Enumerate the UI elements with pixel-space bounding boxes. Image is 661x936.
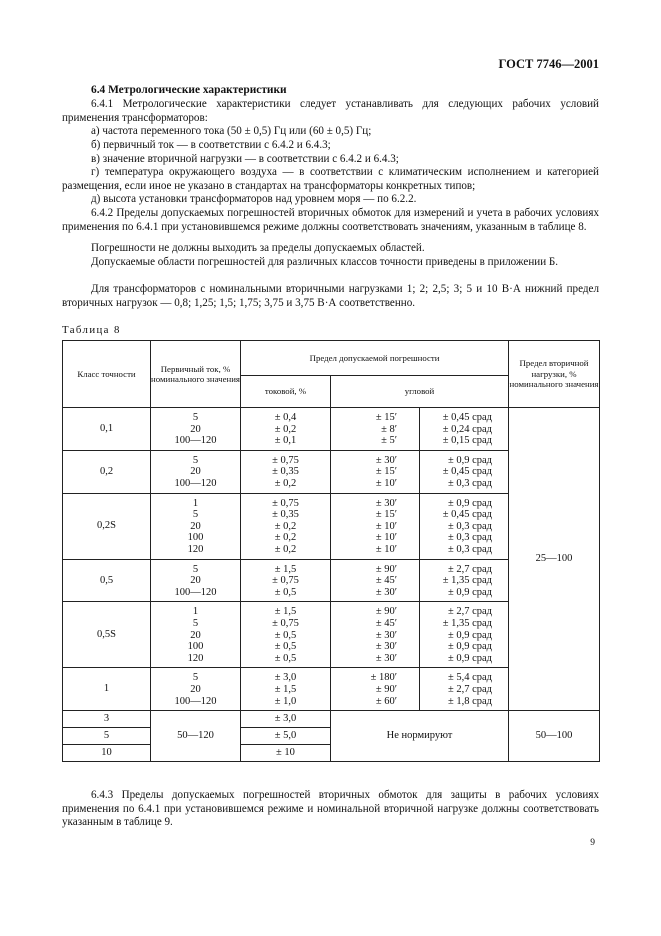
angle-error-crad-value: ± 0,3 срад xyxy=(447,477,493,489)
condition-d: д) высота установки трансформаторов над уровнем моря — по 6.2.2. xyxy=(91,193,417,205)
current-error-value: ± 0,2 xyxy=(274,423,297,435)
angle-error-minutes xyxy=(331,559,420,602)
current-error-value: ± 0,75 xyxy=(272,454,299,466)
current-error-value: ± 1,5 xyxy=(274,606,297,618)
current-error xyxy=(241,493,331,559)
angle-error-crad-value: ± 1,35 срад xyxy=(442,575,493,587)
current-error-value: ± 0,2 xyxy=(274,532,297,544)
angle-error-crad-value: ± 0,3 срад xyxy=(447,520,493,532)
primary-current-value: 100—120 xyxy=(174,586,217,598)
loads-paragraph: Для трансформаторов с номинальными вторичными нагрузками 1; 2; 2,5; 3; 5 и 10 В·А нижний предел вторичных нагрузок — 0,8; 1,25; 1,5; 1,75; 3,75 и 3,75 В·А соответственно. xyxy=(62,283,599,309)
angle-error-crad-value: ± 2,7 срад xyxy=(447,683,493,695)
angle-error-minutes-value: ± 30′ xyxy=(375,629,397,641)
accuracy-class: 0,5S xyxy=(63,602,151,668)
angle-error-crad xyxy=(420,408,509,451)
primary-current-value: 1 xyxy=(192,497,199,509)
primary-current-value: 120 xyxy=(187,652,204,664)
angle-error-minutes-value: ± 60′ xyxy=(375,695,397,707)
angle-error-minutes-value: ± 180′ xyxy=(370,672,397,684)
angle-error-crad-value: ± 1,8 срад xyxy=(447,695,493,707)
current-error-value: ± 0,5 xyxy=(274,629,297,641)
primary-current-value: 120 xyxy=(187,543,204,555)
primary-current-value: 20 xyxy=(190,423,201,435)
current-error-value: ± 0,4 xyxy=(274,412,297,423)
current-error-value: ± 0,2 xyxy=(274,477,297,489)
header-error-limit: Предел допускаемой погрешности xyxy=(241,341,509,376)
primary-current-value: 5 xyxy=(192,563,199,575)
angle-error-minutes-value: ± 45′ xyxy=(375,575,397,587)
accuracy-class: 10 xyxy=(63,745,151,762)
angle-error-minutes-value: ± 30′ xyxy=(375,586,397,598)
secondary-load-range: 25—100 xyxy=(509,408,600,711)
current-error-value: ± 0,2 xyxy=(274,543,297,555)
primary-current-value: 100—120 xyxy=(174,435,217,447)
primary-current-value: 20 xyxy=(190,683,201,695)
current-error xyxy=(241,450,331,493)
angle-error-minutes-value: ± 30′ xyxy=(375,454,397,466)
current-error-value: ± 3,0 xyxy=(274,672,297,684)
angle-error-crad-value: ± 5,4 срад xyxy=(447,672,493,684)
primary-current xyxy=(151,559,241,602)
angle-error-crad-value: ± 0,3 срад xyxy=(447,532,493,544)
current-error xyxy=(241,668,331,711)
current-error-value: ± 0,35 xyxy=(272,509,299,521)
angle-error-minutes-value: ± 90′ xyxy=(375,606,397,618)
angle-error-minutes xyxy=(331,493,420,559)
primary-current-value: 100—120 xyxy=(174,477,217,489)
primary-current-value: 5 xyxy=(192,509,199,521)
angle-error-crad-value: ± 0,3 срад xyxy=(447,543,493,555)
accuracy-class: 5 xyxy=(63,728,151,745)
angle-error-minutes-value: ± 5′ xyxy=(381,435,397,447)
primary-current xyxy=(151,602,241,668)
current-error-value: ± 0,75 xyxy=(272,497,299,509)
primary-current-value: 5 xyxy=(192,454,199,466)
current-error: ± 10 xyxy=(241,745,331,762)
accuracy-class: 1 xyxy=(63,668,151,711)
section-title: 6.4 Метрологические характеристики xyxy=(91,84,287,96)
angle-error-minutes-value: ± 30′ xyxy=(375,497,397,509)
condition-a: а) частота переменного тока (50 ± 0,5) Гц или (60 ± 0,5) Гц; xyxy=(91,125,372,137)
angle-error-crad-value: ± 0,15 срад xyxy=(442,435,493,447)
header-current-error: токовой, % xyxy=(241,376,331,408)
errors-paragraph: Погрешности не должны выходить за пределы допускаемых областей. xyxy=(91,242,425,254)
angle-error-minutes-value: ± 45′ xyxy=(375,618,397,629)
primary-current-value: 20 xyxy=(190,575,201,587)
clause-6-4-3: 6.4.3 Пределы допускаемых погрешностей вторичных обмоток для защиты в рабочих условиях применения по 6.4.1 при установившемся режиме и номинальной вторичной нагрузке должны соответствовать указанным в таблице 9. xyxy=(62,789,599,828)
angle-error-crad-value: ± 0,24 срад xyxy=(442,423,493,435)
primary-current xyxy=(151,450,241,493)
accuracy-class: 3 xyxy=(63,711,151,728)
current-error xyxy=(241,559,331,602)
angle-error-crad-value: ± 0,9 срад xyxy=(447,586,493,598)
clause-6-4-1: 6.4.1 Метрологические характеристики следует устанавливать для следующих рабочих условий применения трансформаторов: xyxy=(62,98,599,124)
header-secondary-load: Предел вторичной нагрузки, % номинального значения xyxy=(509,341,600,408)
primary-current-value: 5 xyxy=(192,672,199,684)
current-error-value: ± 0,75 xyxy=(272,618,299,629)
angle-error-minutes xyxy=(331,450,420,493)
angle-error-minutes-value: ± 30′ xyxy=(375,652,397,664)
angle-error-minutes-value: ± 30′ xyxy=(375,641,397,653)
angle-error-minutes-value: ± 8′ xyxy=(381,423,397,435)
angle-error-crad xyxy=(420,493,509,559)
annex-paragraph: Допускаемые области погрешностей для различных классов точности приведены в приложении Б. xyxy=(91,256,559,268)
angle-error-crad-value: ± 0,45 срад xyxy=(442,412,493,423)
angle-error-crad-value: ± 0,9 срад xyxy=(447,497,493,509)
angle-error-minutes-value: ± 15′ xyxy=(375,509,397,521)
angle-error-crad-value: ± 2,7 срад xyxy=(447,563,493,575)
angle-error-crad-value: ± 0,45 срад xyxy=(442,466,493,478)
primary-current xyxy=(151,668,241,711)
angle-error-minutes-value: ± 90′ xyxy=(375,563,397,575)
condition-g: г) температура окружающего воздуха — в соответствии с климатическим исполнением и категорией размещения, если иное не указано в стандартах на трансформаторы конкретных типов; xyxy=(62,166,599,192)
current-error: ± 5,0 xyxy=(241,728,331,745)
primary-current-value: 5 xyxy=(192,618,199,629)
accuracy-class: 0,5 xyxy=(63,559,151,602)
primary-current: 50—120 xyxy=(151,711,241,762)
header-class: Класс точности xyxy=(63,341,151,408)
primary-current-value: 100—120 xyxy=(174,695,217,707)
angle-error-minutes-value: ± 90′ xyxy=(375,683,397,695)
current-error xyxy=(241,602,331,668)
angle-error-crad-value: ± 0,9 срад xyxy=(447,629,493,641)
angle-error-minutes xyxy=(331,408,420,451)
primary-current-value: 100 xyxy=(187,532,204,544)
angle-error-minutes-value: ± 15′ xyxy=(375,466,397,478)
primary-current-value: 1 xyxy=(192,606,199,618)
angle-not-normalized: Не нормируют xyxy=(331,711,509,762)
header-angle-error: угловой xyxy=(331,376,509,408)
table-caption: Таблица 8 xyxy=(62,324,121,336)
current-error-value: ± 0,75 xyxy=(272,575,299,587)
condition-v: в) значение вторичной нагрузки — в соответствии с 6.4.2 и 6.4.3; xyxy=(91,153,399,165)
primary-current-value: 20 xyxy=(190,520,201,532)
current-error-value: ± 0,5 xyxy=(274,641,297,653)
angle-error-crad-value: ± 0,9 срад xyxy=(447,652,493,664)
table-row xyxy=(63,408,600,451)
angle-error-crad xyxy=(420,450,509,493)
condition-b: б) первичный ток — в соответствии с 6.4.2 и 6.4.3; xyxy=(91,139,331,151)
angle-error-crad-value: ± 0,45 срад xyxy=(442,509,493,521)
angle-error-minutes-value: ± 10′ xyxy=(375,532,397,544)
header-primary-current: Первичный ток, % номинального значения xyxy=(151,341,241,408)
primary-current-value: 20 xyxy=(190,629,201,641)
angle-error-crad-value: ± 1,35 срад xyxy=(442,618,493,629)
accuracy-class: 0,2 xyxy=(63,450,151,493)
primary-current xyxy=(151,408,241,451)
current-error-value: ± 1,0 xyxy=(274,695,297,707)
current-error-value: ± 1,5 xyxy=(274,563,297,575)
primary-current-value: 5 xyxy=(192,412,199,423)
angle-error-minutes-value: ± 10′ xyxy=(375,520,397,532)
angle-error-crad-value: ± 0,9 срад xyxy=(447,641,493,653)
accuracy-table xyxy=(62,340,600,762)
current-error-value: ± 0,5 xyxy=(274,586,297,598)
standard-header: ГОСТ 7746—2001 xyxy=(498,57,599,71)
angle-error-minutes-value: ± 10′ xyxy=(375,543,397,555)
page-number: 9 xyxy=(590,838,595,848)
angle-error-minutes-value: ± 15′ xyxy=(375,412,397,423)
angle-error-minutes xyxy=(331,602,420,668)
secondary-load-range: 50—100 xyxy=(509,711,600,762)
current-error: ± 3,0 xyxy=(241,711,331,728)
angle-error-crad xyxy=(420,668,509,711)
accuracy-class: 0,2S xyxy=(63,493,151,559)
table-row xyxy=(63,711,600,728)
current-error-value: ± 0,35 xyxy=(272,466,299,478)
angle-error-crad-value: ± 0,9 срад xyxy=(447,454,493,466)
primary-current-value: 20 xyxy=(190,466,201,478)
current-error-value: ± 0,2 xyxy=(274,520,297,532)
current-error-value: ± 0,1 xyxy=(274,435,297,447)
clause-6-4-2: 6.4.2 Пределы допускаемых погрешностей вторичных обмоток для измерений и учета в рабочих условиях применения по 6.4.1 при установившемся режиме должны соответствовать значениям, указанным в таблице 8. xyxy=(62,207,599,233)
angle-error-minutes xyxy=(331,668,420,711)
primary-current-value: 100 xyxy=(187,641,204,653)
angle-error-minutes-value: ± 10′ xyxy=(375,477,397,489)
current-error-value: ± 0,5 xyxy=(274,652,297,664)
current-error-value: ± 1,5 xyxy=(274,683,297,695)
accuracy-class: 0,1 xyxy=(63,408,151,451)
angle-error-crad xyxy=(420,559,509,602)
current-error xyxy=(241,408,331,451)
primary-current xyxy=(151,493,241,559)
angle-error-crad-value: ± 2,7 срад xyxy=(447,606,493,618)
angle-error-crad xyxy=(420,602,509,668)
